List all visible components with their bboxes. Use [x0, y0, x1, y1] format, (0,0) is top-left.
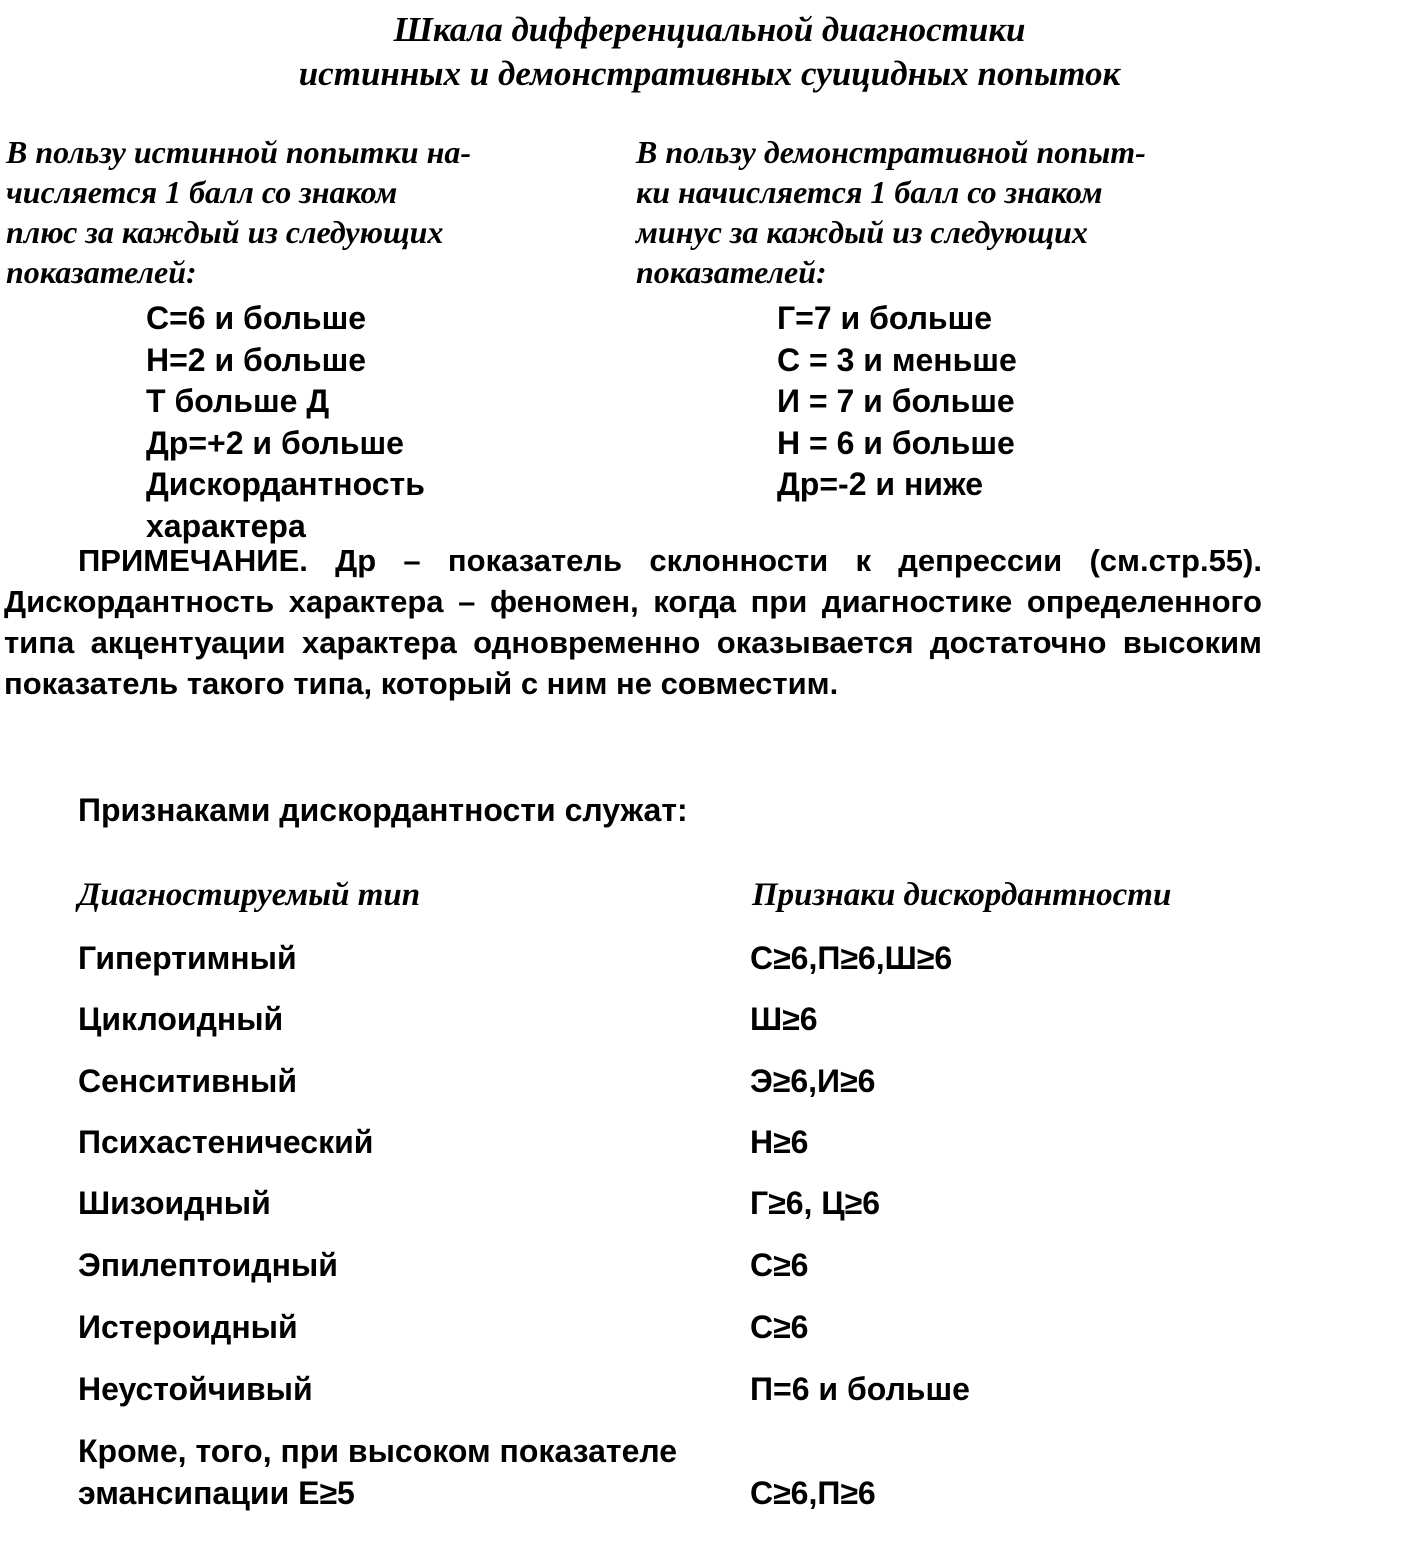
column-header-signs: Признаки дискордантности [752, 877, 1172, 913]
demonstrative-attempt-indicators [777, 298, 1017, 506]
cell-type: Циклоидный [78, 1001, 284, 1037]
cell-signs: С≥6,П≥6,Ш≥6 [750, 940, 953, 976]
cell-type: Психастенический [78, 1124, 374, 1160]
indicator-item: Н=2 и больше [146, 341, 367, 378]
cell-signs: Э≥6,И≥6 [750, 1063, 876, 1099]
table-row [0, 1122, 1419, 1184]
indicator-item: С=6 и больше [146, 300, 367, 336]
cell-signs: П=6 и больше [750, 1371, 970, 1407]
page-title [0, 8, 1419, 96]
column-header-type: Диагностируемый тип [78, 877, 421, 913]
demonstrative-attempt-intro-line: показателей: [636, 254, 827, 290]
true-attempt-intro [6, 132, 626, 292]
true-attempt-intro-line: В пользу истинной попытки на- [6, 134, 471, 170]
indicator-item: Дискордантность [146, 466, 425, 502]
indicator-item: Н = 6 и больше [777, 424, 1015, 461]
demonstrative-attempt-intro [636, 132, 1296, 292]
table-row [0, 1307, 1419, 1369]
true-attempt-intro-line: показателей: [6, 254, 197, 290]
title-line-1: Шкала дифференциальной диагностики [393, 10, 1026, 49]
demonstrative-attempt-intro-line: ки начисляется 1 балл со знаком [636, 174, 1103, 210]
cell-type: Истероидный [78, 1309, 298, 1345]
extra-condition-signs: С≥6,П≥6 [750, 1475, 876, 1511]
cell-signs: С≥6 [750, 1247, 809, 1283]
table-row [0, 1245, 1419, 1307]
cell-signs: С≥6 [750, 1309, 809, 1345]
indicator-item: Т больше Д [146, 383, 330, 419]
true-attempt-intro-line: числяется 1 балл со знаком [6, 174, 398, 210]
demonstrative-attempt-intro-line: минус за каждый из следующих [636, 214, 1088, 250]
cell-type: Гипертимный [78, 940, 297, 976]
table-row [0, 938, 1419, 1000]
indicator-item: Др=-2 и ниже [777, 466, 983, 502]
cell-signs: Ш≥6 [750, 1001, 818, 1037]
indicator-item: Др=+2 и больше [146, 424, 404, 461]
cell-signs: Н≥6 [750, 1124, 809, 1160]
indicator-item: С = 3 и меньше [777, 341, 1017, 378]
indicator-item: Г=7 и больше [777, 300, 993, 336]
demonstrative-attempt-intro-line: В пользу демонстративной попыт- [636, 134, 1146, 170]
true-attempt-indicators [146, 298, 425, 547]
indicator-item: И = 7 и больше [777, 383, 1015, 419]
true-attempt-intro-line: плюс за каждый из следующих [6, 214, 444, 250]
table-row [0, 1183, 1419, 1245]
cell-type: Сенситивный [78, 1063, 298, 1099]
indicator-item: характера [146, 507, 306, 544]
extra-condition: Кроме, того, при высоком показателе эмансипации Е≥5 [78, 1433, 678, 1511]
note-paragraph: ПРИМЕЧАНИЕ. Др – показатель склонности к депрессии (см.стр.55). Дискордантность характера – феномен, когда при диагностике определенного типа акцентуации характера одновременно оказывается достаточно высоким показатель такого типа, который с ним не совместим. [4, 543, 1262, 701]
discordance-heading: Признаками дискордантности служат: [78, 792, 688, 828]
table-row [0, 1369, 1419, 1431]
cell-type: Эпилептоидный [78, 1247, 338, 1283]
cell-type: Шизоидный [78, 1185, 271, 1221]
title-line-2: истинных и демонстративных суицидных попыток [298, 54, 1121, 93]
cell-type: Неустойчивый [78, 1371, 313, 1407]
table-row [0, 999, 1419, 1061]
cell-signs: Г≥6, Ц≥6 [750, 1185, 881, 1221]
table-row [0, 1061, 1419, 1123]
